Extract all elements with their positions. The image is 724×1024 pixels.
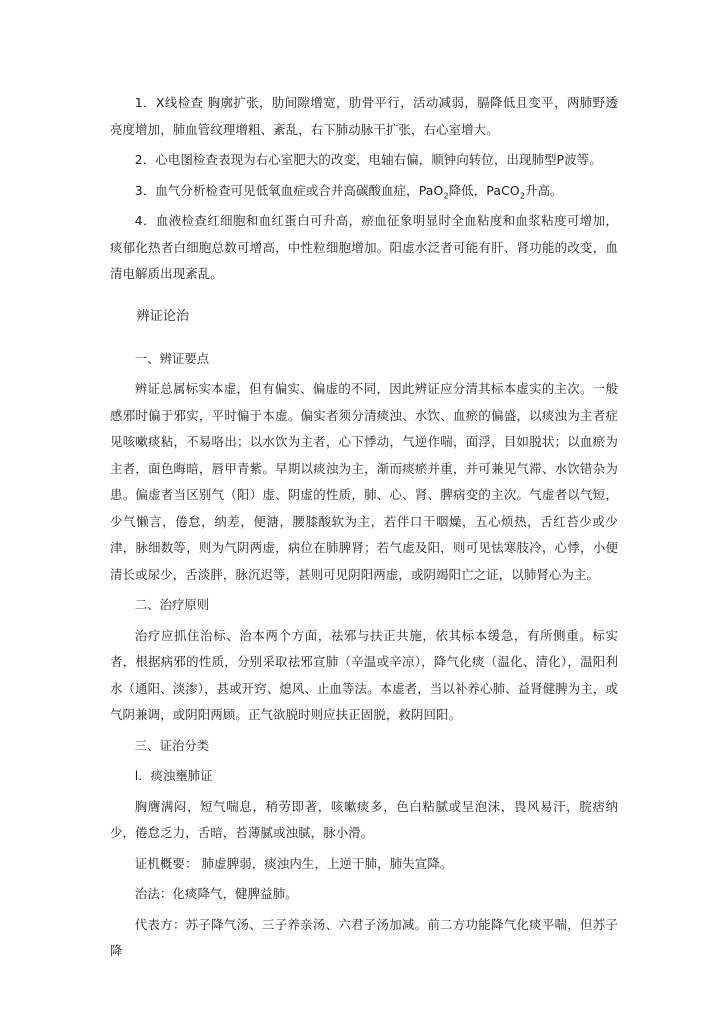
exam-item-blood-test: 4．血液检查红细胞和血红蛋白可升高，瘀血征象明显时全血粘度和血浆粘度可增加，痰郁化热者白细胞总数可增高，中性粒细胞增加。阳虚水泛者可能有肝、肾功能的改变，血清电解质出现紊乱。 [110, 213, 618, 281]
part2-title: 二、治疗原则 [134, 597, 210, 612]
exam-item-xray: 1．X线检查 胸廓扩张，肋间隙增宽，肋骨平行，活动减弱，膈降低且变平，两肺野透亮度增加，肺血管纹理增粗、紊乱，右下肺动脉干扩张，右心室增大。 [110, 95, 618, 137]
syndrome-formula: 代表方：苏子降气汤、三子养亲汤、六君子汤加减。前二方功能降气化痰平喘，但苏子降 [110, 916, 618, 958]
pao2-subscript: 2 [443, 190, 449, 200]
blood-gas-text-a: 3．血气分析检查可见低氧血症或合并高碳酸血症，PaO [134, 182, 444, 198]
section-title: 辨证论治 [136, 308, 190, 324]
paco2-subscript: 2 [519, 190, 526, 200]
syndrome-method: 治法：化痰降气，健脾益肺。 [134, 886, 298, 901]
part1-title: 一、辨证要点 [134, 350, 210, 366]
blood-gas-text-c: 升高。 [525, 182, 563, 198]
exam-item-ecg: 2．心电图检查表现为右心室肥大的改变，电轴右偏，顺钟向转位，出现肺型P波等。 [134, 152, 602, 167]
part1-body: 辨证总属标实本虚，但有偏实、偏虚的不同，因此辨证应分清其标本虚实的主次。一般感邪时偏于邪实，平时偏于本虚。偏实者须分清痰浊、水饮、血瘀的偏盛，以痰浊为主者症见咳嗽痰粘，不易咯出；以水饮为主者，心下悸动，气逆作喘，面浮，目如脱状；以血瘀为主者，面色晦暗，唇甲青紫。早期以痰浊为主，渐而痰瘀并重，并可兼见气滞、水饮错杂为患。偏虚者当区别气（阳）虚、阴虚的性质，肺、心、肾、脾病变的主次。气虚者以气短，少气懒言，倦怠，纳差，便溏，腰膝酸软为主，若伴口干咽燥，五心烦热，舌红苔少或少津，脉细数等，则为气阴两虚，病位在肺脾肾；若气虚及阳，则可见怯寒肢冷，心悸，小便清长或尿少，舌淡胖，脉沉迟等，甚则可见阴阳两虚，或阴竭阳亡之证，以肺肾心为主。 [110, 381, 618, 582]
blood-gas-text-b: 降低，PaCO [448, 182, 520, 198]
syndrome-symptoms: 胸膺满闷，短气喘息，稍劳即著，咳嗽痰多，色白粘腻或呈泡沫，畏风易汗，脘痞纳少，倦怠乏力，舌暗，苔薄腻或浊腻，脉小滑。 [110, 798, 618, 840]
part3-title: 三、证治分类 [134, 737, 210, 753]
syndrome-mechanism: 证机概要： 肺虚脾弱，痰浊内生，上逆干肺，肺失宣降。 [134, 855, 453, 871]
document-page [110, 90, 618, 965]
syndrome-title: l．痰浊壅肺证 [134, 768, 213, 783]
exam-item-blood-gas [110, 178, 618, 205]
part2-body: 治疗应抓住治标、治本两个方面，祛邪与扶正共施，依其标本缓急，有所侧重。标实者，根据病邪的性质，分别采取祛邪宣肺（辛温或辛凉），降气化痰（温化、清化），温阳利水（通阳、淡渗），甚或开窍、熄风、止血等法。本虚者，当以补养心肺、益肾健脾为主，或气阴兼调，或阴阳两顾。正气欲脱时则应扶正固脱，救阴回阳。 [110, 627, 618, 722]
